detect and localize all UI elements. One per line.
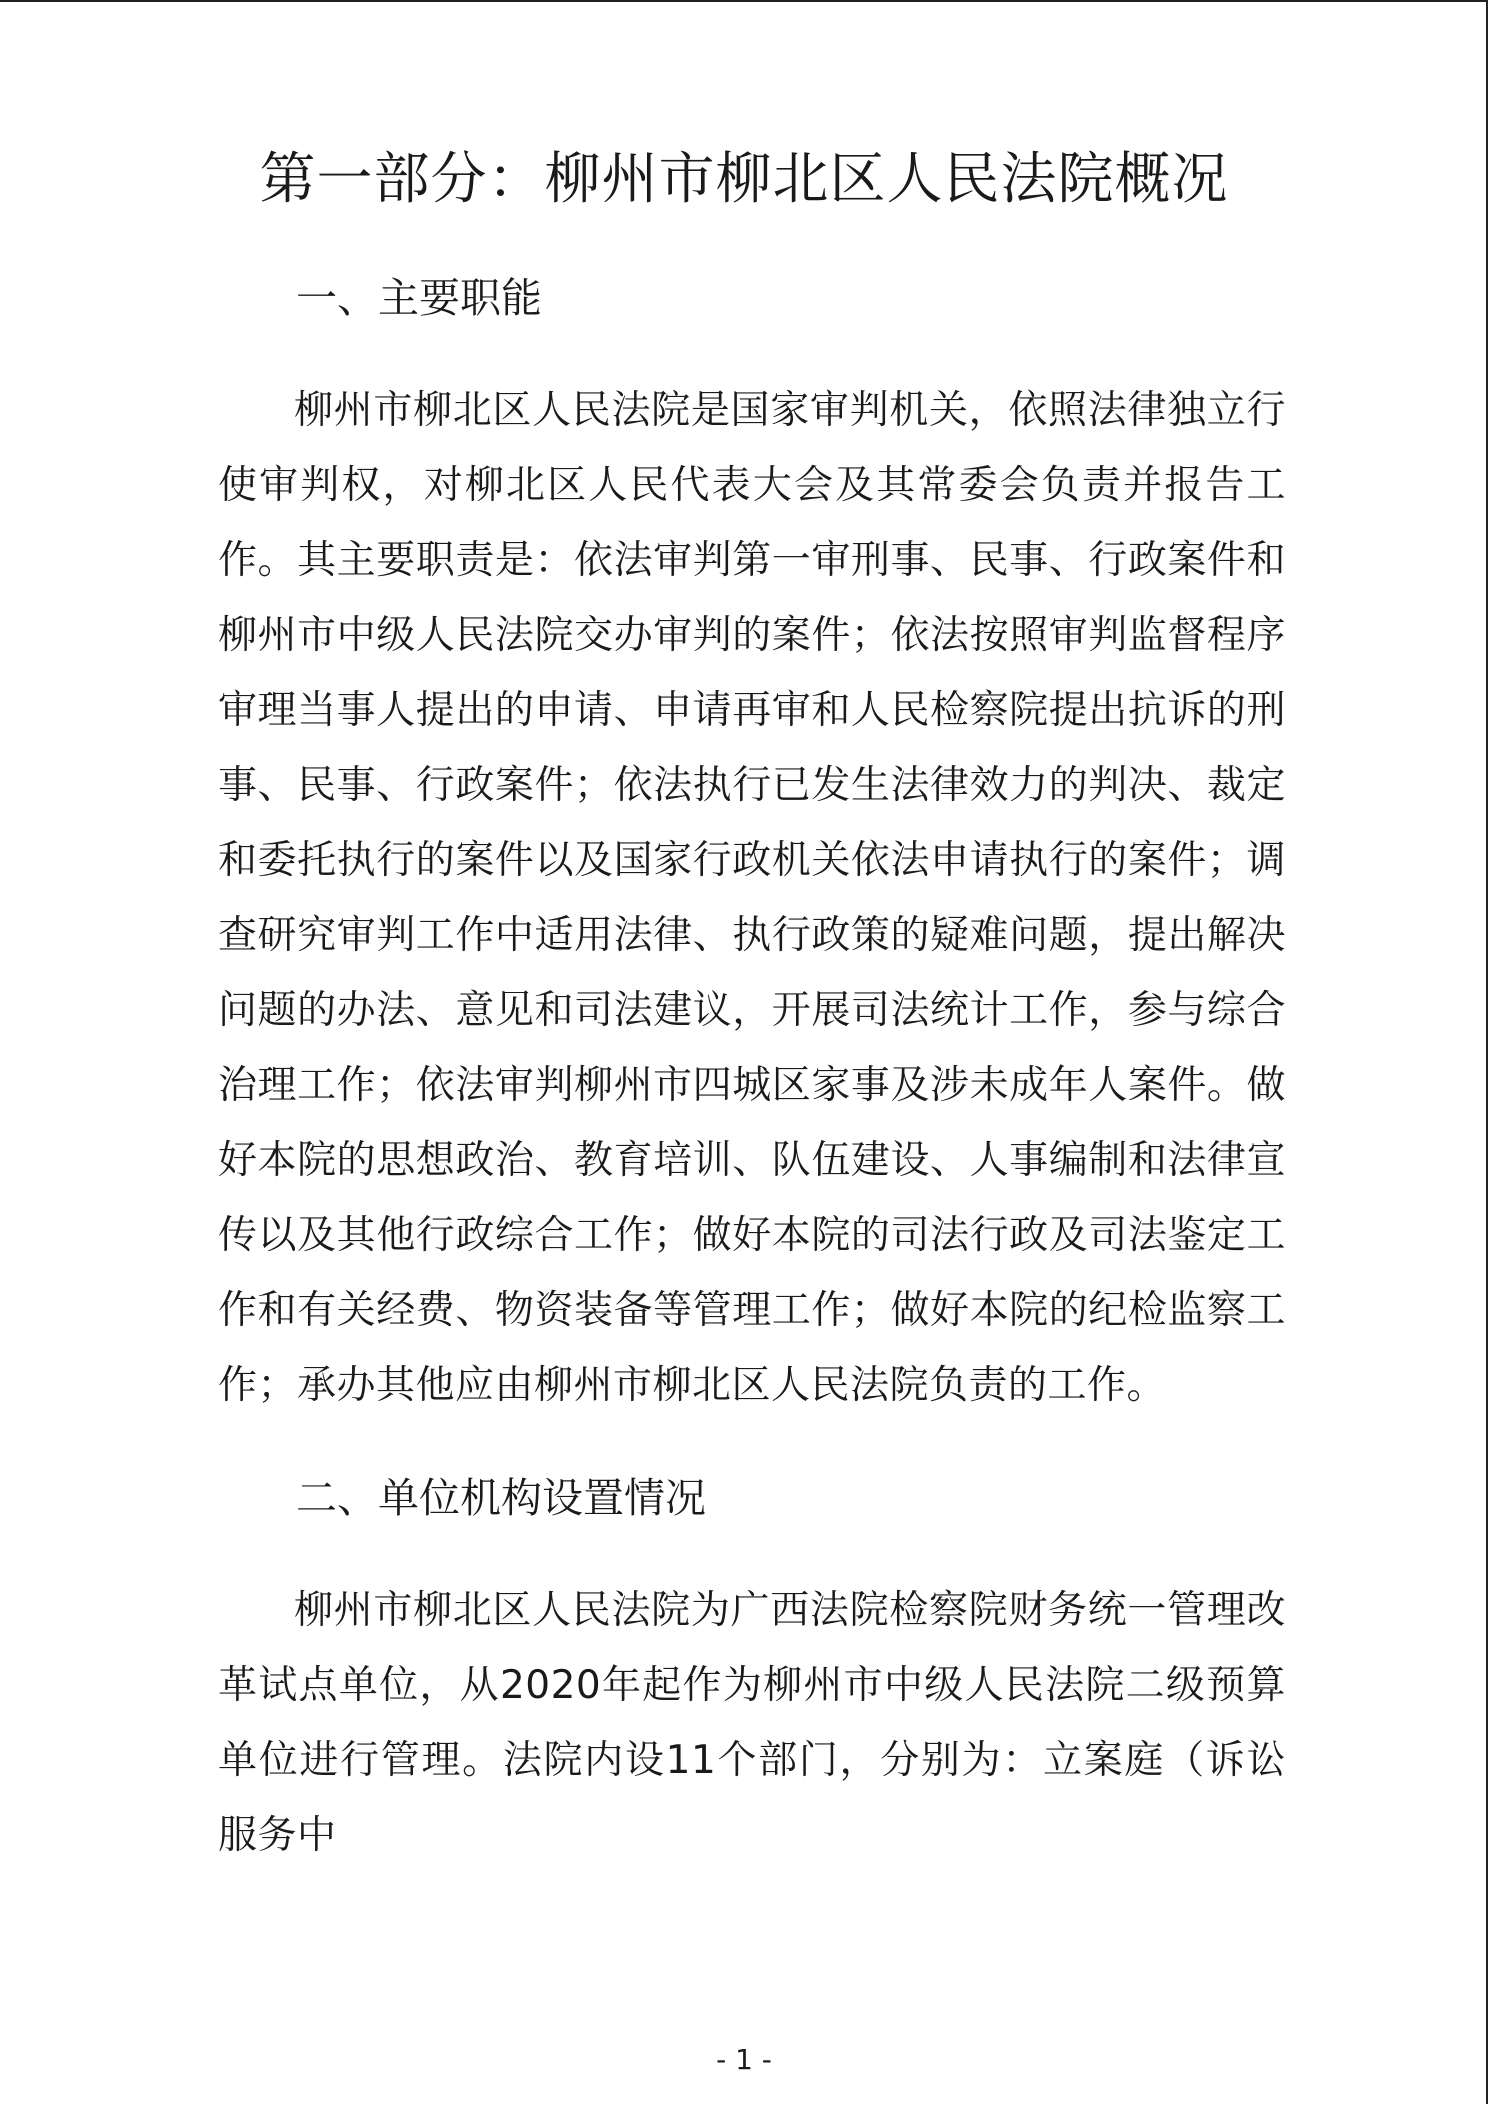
top-border-line	[0, 0, 1488, 2]
section-heading-main-functions: 一、主要职能	[296, 274, 542, 322]
section-heading-organization: 二、单位机构设置情况	[296, 1474, 706, 1522]
page-title: 第一部分：柳州市柳北区人民法院概况	[259, 147, 1229, 212]
page-number: - 1 -	[716, 2043, 772, 2076]
section-paragraph-organization: 柳州市柳北区人民法院为广西法院检察院财务统一管理改革试点单位，从2020年起作为柳州市中级人民法院二级预算单位进行管理。法院内设11个部门，分别为：立案庭（诉讼服务中	[218, 1588, 1286, 1858]
section-paragraph-main-functions: 柳州市柳北区人民法院是国家审判机关，依照法律独立行使审判权，对柳北区人民代表大会及其常委会负责并报告工作。其主要职责是：依法审判第一审刑事、民事、行政案件和柳州市中级人民法院交办审判的案件；依法按照审判监督程序审理当事人提出的申请、申请再审和人民检察院提出抗诉的刑事、民事、行政案件；依法执行已发生法律效力的判决、裁定和委托执行的案件以及国家行政机关依法申请执行的案件；调查研究审判工作中适用法律、执行政策的疑难问题，提出解决问题的办法、意见和司法建议，开展司法统计工作，参与综合治理工作；依法审判柳州市四城区家事及涉未成年人案件。做好本院的思想政治、教育培训、队伍建设、人事编制和法律宣传以及其他行政综合工作；做好本院的司法行政及司法鉴定工作和有关经费、物资装备等管理工作；做好本院的纪检监察工作；承办其他应由柳州市柳北区人民法院负责的工作。	[218, 388, 1286, 1408]
